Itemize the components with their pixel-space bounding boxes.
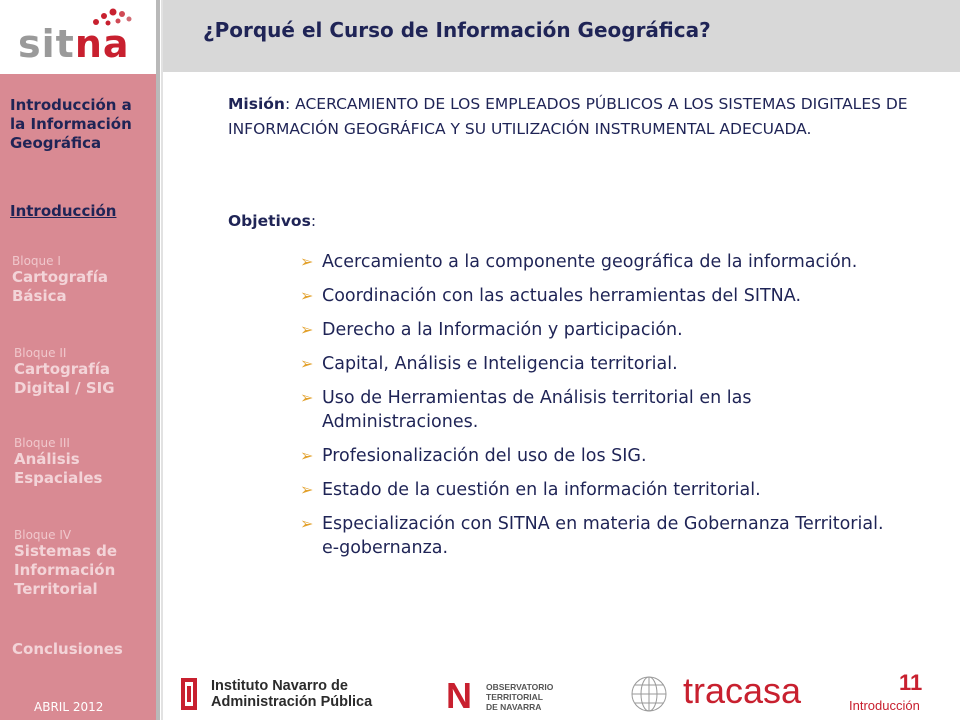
nav-bloque-4[interactable] [14, 528, 154, 599]
sitna-logo [18, 8, 148, 68]
arrow-bullet-icon: ➢ [300, 320, 314, 339]
list-item [300, 386, 900, 434]
footer [163, 662, 960, 720]
inap-logo [179, 674, 379, 714]
nav-introduccion[interactable]: Introducción [10, 202, 117, 220]
list-item-text: Capital, Análisis e Inteligencia territorial. [322, 354, 678, 374]
tracasa-text: tracasa [683, 670, 802, 711]
nav-bloque-3-title: Análisis Espaciales [14, 450, 103, 487]
list-item-text: Estado de la cuestión en la información territorial. [322, 480, 761, 500]
list-item [300, 250, 900, 274]
arrow-bullet-icon: ➢ [300, 252, 314, 271]
page-section-label: Introducción [849, 698, 920, 713]
mision-label: Misión [228, 95, 285, 113]
nav-bloque-3[interactable] [14, 436, 154, 488]
list-item [300, 444, 900, 468]
nav-current-section[interactable]: Introducción a la Información Geográfica [10, 96, 132, 152]
globe-icon [629, 674, 669, 714]
objetivos-heading [228, 212, 316, 230]
list-item [300, 352, 900, 376]
logo-text: sitna [18, 22, 130, 66]
tracasa-logo [629, 672, 829, 716]
otn-text: OBSERVATORIO TERRITORIAL DE NAVARRA [486, 682, 554, 712]
arrow-bullet-icon: ➢ [300, 286, 314, 305]
objetivos-list [300, 250, 900, 570]
list-item-text: Uso de Herramientas de Análisis territorial en las Administraciones. [322, 388, 752, 432]
date-label: ABRIL 2012 [34, 700, 104, 714]
list-item-text: Profesionalización del uso de los SIG. [322, 446, 647, 466]
list-item-text: Coordinación con las actuales herramientas del SITNA. [322, 286, 802, 306]
inap-text: Instituto Navarro de Administración Pública [211, 678, 373, 710]
nav-bloque-2[interactable] [14, 346, 154, 398]
arrow-bullet-icon: ➢ [300, 514, 314, 533]
list-item [300, 284, 900, 308]
arrow-bullet-icon: ➢ [300, 354, 314, 373]
otn-emblem-icon: N [446, 675, 472, 716]
list-item-text: Derecho a la Información y participación. [322, 320, 683, 340]
nav-bloque-1-title: Cartografía Básica [12, 268, 109, 305]
mision-text: : ACERCAMIENTO DE LOS EMPLEADOS PÚBLICOS A LOS SISTEMAS DIGITALES DE INFORMACIÓN GEOGRÁFICA Y SU UTILIZACIÓN INSTRUMENTAL ADECUADA. [228, 95, 908, 138]
sidebar-divider [156, 0, 160, 720]
inap-emblem-icon [179, 674, 199, 714]
header-bar [163, 0, 960, 72]
nav-bloque-3-sub: Bloque III [14, 436, 70, 450]
page-title: ¿Porqué el Curso de Información Geográfica? [203, 18, 711, 42]
page-number: 11 [899, 670, 923, 695]
mision-paragraph [228, 92, 928, 142]
list-item [300, 478, 900, 502]
nav-bloque-4-sub: Bloque IV [14, 528, 72, 542]
arrow-bullet-icon: ➢ [300, 446, 314, 465]
list-item [300, 318, 900, 342]
nav-bloque-2-title: Cartografía Digital / SIG [14, 360, 115, 397]
sidebar-divider-light [161, 0, 163, 720]
logo-area [0, 0, 156, 74]
nav-bloque-2-sub: Bloque II [14, 346, 67, 360]
list-item-text: Especialización con SITNA en materia de Gobernanza Territorial. e-gobernanza. [322, 514, 884, 558]
list-item [300, 512, 900, 560]
arrow-bullet-icon: ➢ [300, 388, 314, 407]
objetivos-label: Objetivos [228, 212, 311, 230]
nav-bloque-1-sub: Bloque I [12, 254, 61, 268]
otn-logo [446, 675, 596, 716]
arrow-bullet-icon: ➢ [300, 480, 314, 499]
nav-conclusiones[interactable]: Conclusiones [12, 640, 123, 658]
objetivos-colon: : [310, 212, 317, 230]
nav-bloque-1[interactable] [12, 254, 152, 306]
list-item-text: Acercamiento a la componente geográfica de la información. [322, 252, 858, 272]
nav-bloque-4-title: Sistemas de Información Territorial [14, 542, 118, 598]
